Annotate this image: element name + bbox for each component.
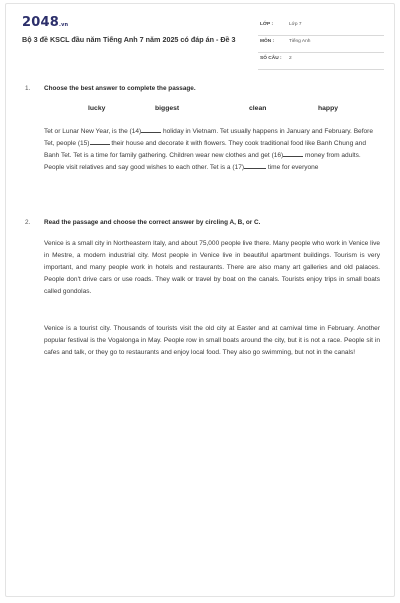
word-option: lucky [88, 105, 106, 112]
site-logo[interactable] [22, 15, 68, 30]
passage-paragraph: Venice is a tourist city. Thousands of tourists visit the old city at Easter and at carnival time in February. Another popular festival is the Vogalonga in May. People row in small boats around the city, but it is not a race. People sit in cafes and talk, or they go to restaurants and enjoy local food. They also go swimming, but not in the canals! [44, 325, 380, 356]
meta-label: LỚP : [260, 22, 274, 27]
word-bank [22, 105, 380, 115]
word-option: biggest [155, 105, 180, 112]
question-2 [22, 219, 380, 409]
answer-blank[interactable] [141, 126, 161, 133]
meta-value: Lớp 7 [289, 22, 302, 27]
meta-row-grade [258, 19, 384, 36]
answer-blank[interactable] [283, 150, 303, 157]
meta-row-count [258, 53, 384, 70]
meta-row-subject [258, 36, 384, 53]
document-page [5, 3, 395, 597]
answer-blank[interactable] [90, 138, 110, 145]
word-option: clean [249, 105, 267, 112]
logo-tld: .vn [58, 22, 69, 28]
question-number: 2. [25, 219, 31, 226]
document-header [6, 4, 394, 68]
passage-text: Tet or Lunar New Year, is the (14) holiday in Vietnam. Tet usually happens in January and February. Before Tet, people (15) their house and decorate it with flowers. They cook traditional food like Banh Chung and Banh Tet. Tet is a time for family gathering. Children wear new clothes and get (16) money from adults. People visit relatives and say good wishes to each other. Tet is a (17) time for everyone [44, 128, 373, 171]
question-instruction: Read the passage and choose the correct answer by circling A, B, or C. [44, 219, 261, 226]
passage-paragraph: Venice is a small city in Northeastern Italy, and about 75,000 people live there. Many people who work in Venice live in Mestre, a modern industrial city. Most people in Venice live in beautiful apartment buildings. Tourism is very important, and many people work in hotels and restaurants. There are also many art galleries and old palaces. People don't drive cars or use roads. They walk or travel by boat on the canals. Tourists enjoy trips in small boats called gondolas. [44, 240, 380, 295]
word-option: happy [318, 105, 339, 112]
question-1 [22, 85, 380, 205]
meta-value: Tiếng Anh [289, 39, 311, 44]
meta-info [258, 19, 384, 70]
question-number: 1. [25, 85, 31, 92]
logo-text: 2048 [22, 15, 59, 30]
meta-label: MÔN : [260, 39, 275, 44]
question-instruction: Choose the best answer to complete the passage. [44, 85, 196, 92]
meta-value: 2 [289, 56, 292, 61]
answer-blank[interactable] [244, 162, 266, 169]
meta-label: SỐ CÂU : [260, 56, 282, 61]
document-title: Bộ 3 đề KSCL đầu năm Tiếng Anh 7 năm 2025 có đáp án - Đề 3 [22, 35, 236, 44]
